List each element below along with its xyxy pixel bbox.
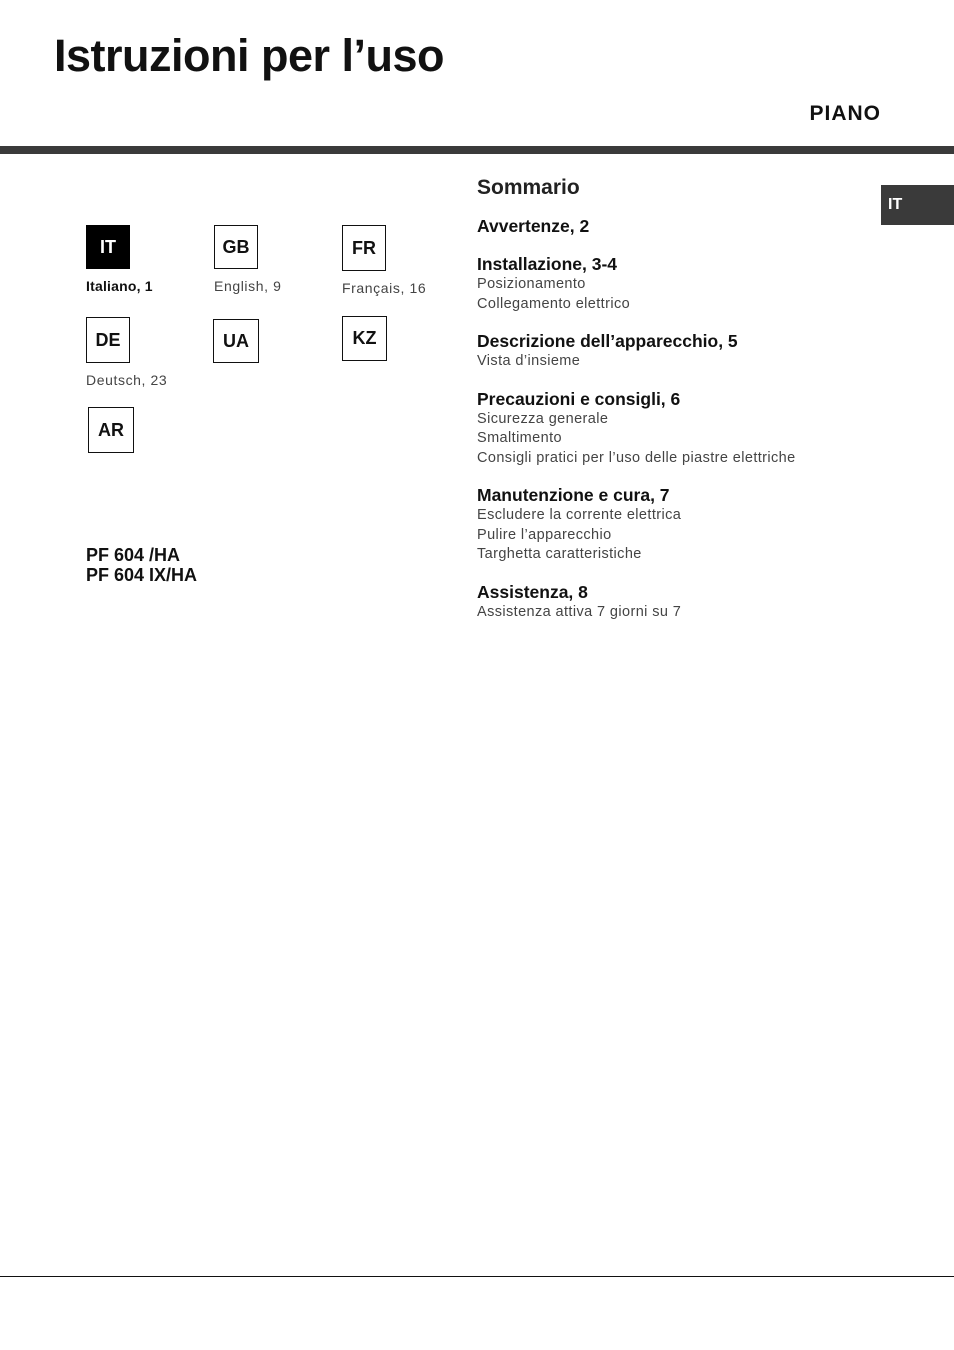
language-code-box[interactable]: IT xyxy=(86,225,130,269)
language-option-it[interactable] xyxy=(86,225,216,294)
language-option-ar[interactable] xyxy=(88,407,218,453)
language-code-box[interactable]: FR xyxy=(342,225,386,271)
table-of-contents xyxy=(477,175,872,638)
language-code-box[interactable]: DE xyxy=(86,317,130,363)
toc-subitem: Targhetta caratteristiche xyxy=(477,546,642,562)
language-option-kz[interactable] xyxy=(342,316,472,361)
toc-subitem: Smaltimento xyxy=(477,430,562,446)
toc-subitem: Sicurezza generale xyxy=(477,410,609,427)
language-side-tab: IT xyxy=(881,185,954,225)
page-title: Istruzioni per l’uso xyxy=(54,30,445,81)
toc-subitem: Pulire l’apparecchio xyxy=(477,526,612,543)
toc-title: Sommario xyxy=(477,176,580,199)
language-code-box[interactable]: GB xyxy=(214,225,258,269)
footer-divider xyxy=(0,1276,954,1277)
toc-subitem: Consigli pratici per l’uso delle piastre elettriche xyxy=(477,449,796,466)
toc-section xyxy=(477,581,872,623)
language-option-fr[interactable] xyxy=(342,225,472,296)
toc-subitem: Posizionamento xyxy=(477,276,586,292)
toc-heading-link[interactable]: Avvertenze, 2 xyxy=(477,216,590,236)
toc-heading-link[interactable]: Installazione, 3-4 xyxy=(477,254,618,274)
toc-heading-link[interactable]: Manutenzione e cura, 7 xyxy=(477,485,670,505)
language-code-box[interactable]: KZ xyxy=(342,316,387,361)
toc-section xyxy=(477,253,872,314)
toc-section xyxy=(477,330,872,372)
toc-section xyxy=(477,484,872,565)
language-label: English, 9 xyxy=(214,278,282,294)
language-label: Français, 16 xyxy=(342,280,427,296)
toc-section xyxy=(477,388,872,469)
toc-section xyxy=(477,215,872,237)
product-category: PIANO xyxy=(809,102,881,125)
toc-heading-link[interactable]: Assistenza, 8 xyxy=(477,581,588,602)
toc-subitem: Assistenza attiva 7 giorni su 7 xyxy=(477,603,682,620)
toc-heading-link[interactable]: Precauzioni e consigli, 6 xyxy=(477,388,681,409)
toc-subitem: Escludere la corrente elettrica xyxy=(477,507,682,523)
toc-heading-link[interactable]: Descrizione dell’apparecchio, 5 xyxy=(477,331,738,351)
toc-subitem: Collegamento elettrico xyxy=(477,295,631,312)
language-code-box[interactable]: UA xyxy=(213,319,259,363)
language-label: Italiano, 1 xyxy=(86,278,153,294)
model-number: PF 604 /HA xyxy=(86,545,181,565)
language-label: Deutsch, 23 xyxy=(86,372,168,388)
language-code-box[interactable]: AR xyxy=(88,407,134,453)
language-option-ua[interactable] xyxy=(213,319,343,363)
language-option-gb[interactable] xyxy=(214,225,344,294)
toc-subitem: Vista d’insieme xyxy=(477,353,581,369)
language-option-de[interactable] xyxy=(86,317,216,388)
model-number: PF 604 IX/HA xyxy=(86,565,198,585)
model-list xyxy=(86,545,197,585)
header-divider xyxy=(0,146,954,154)
